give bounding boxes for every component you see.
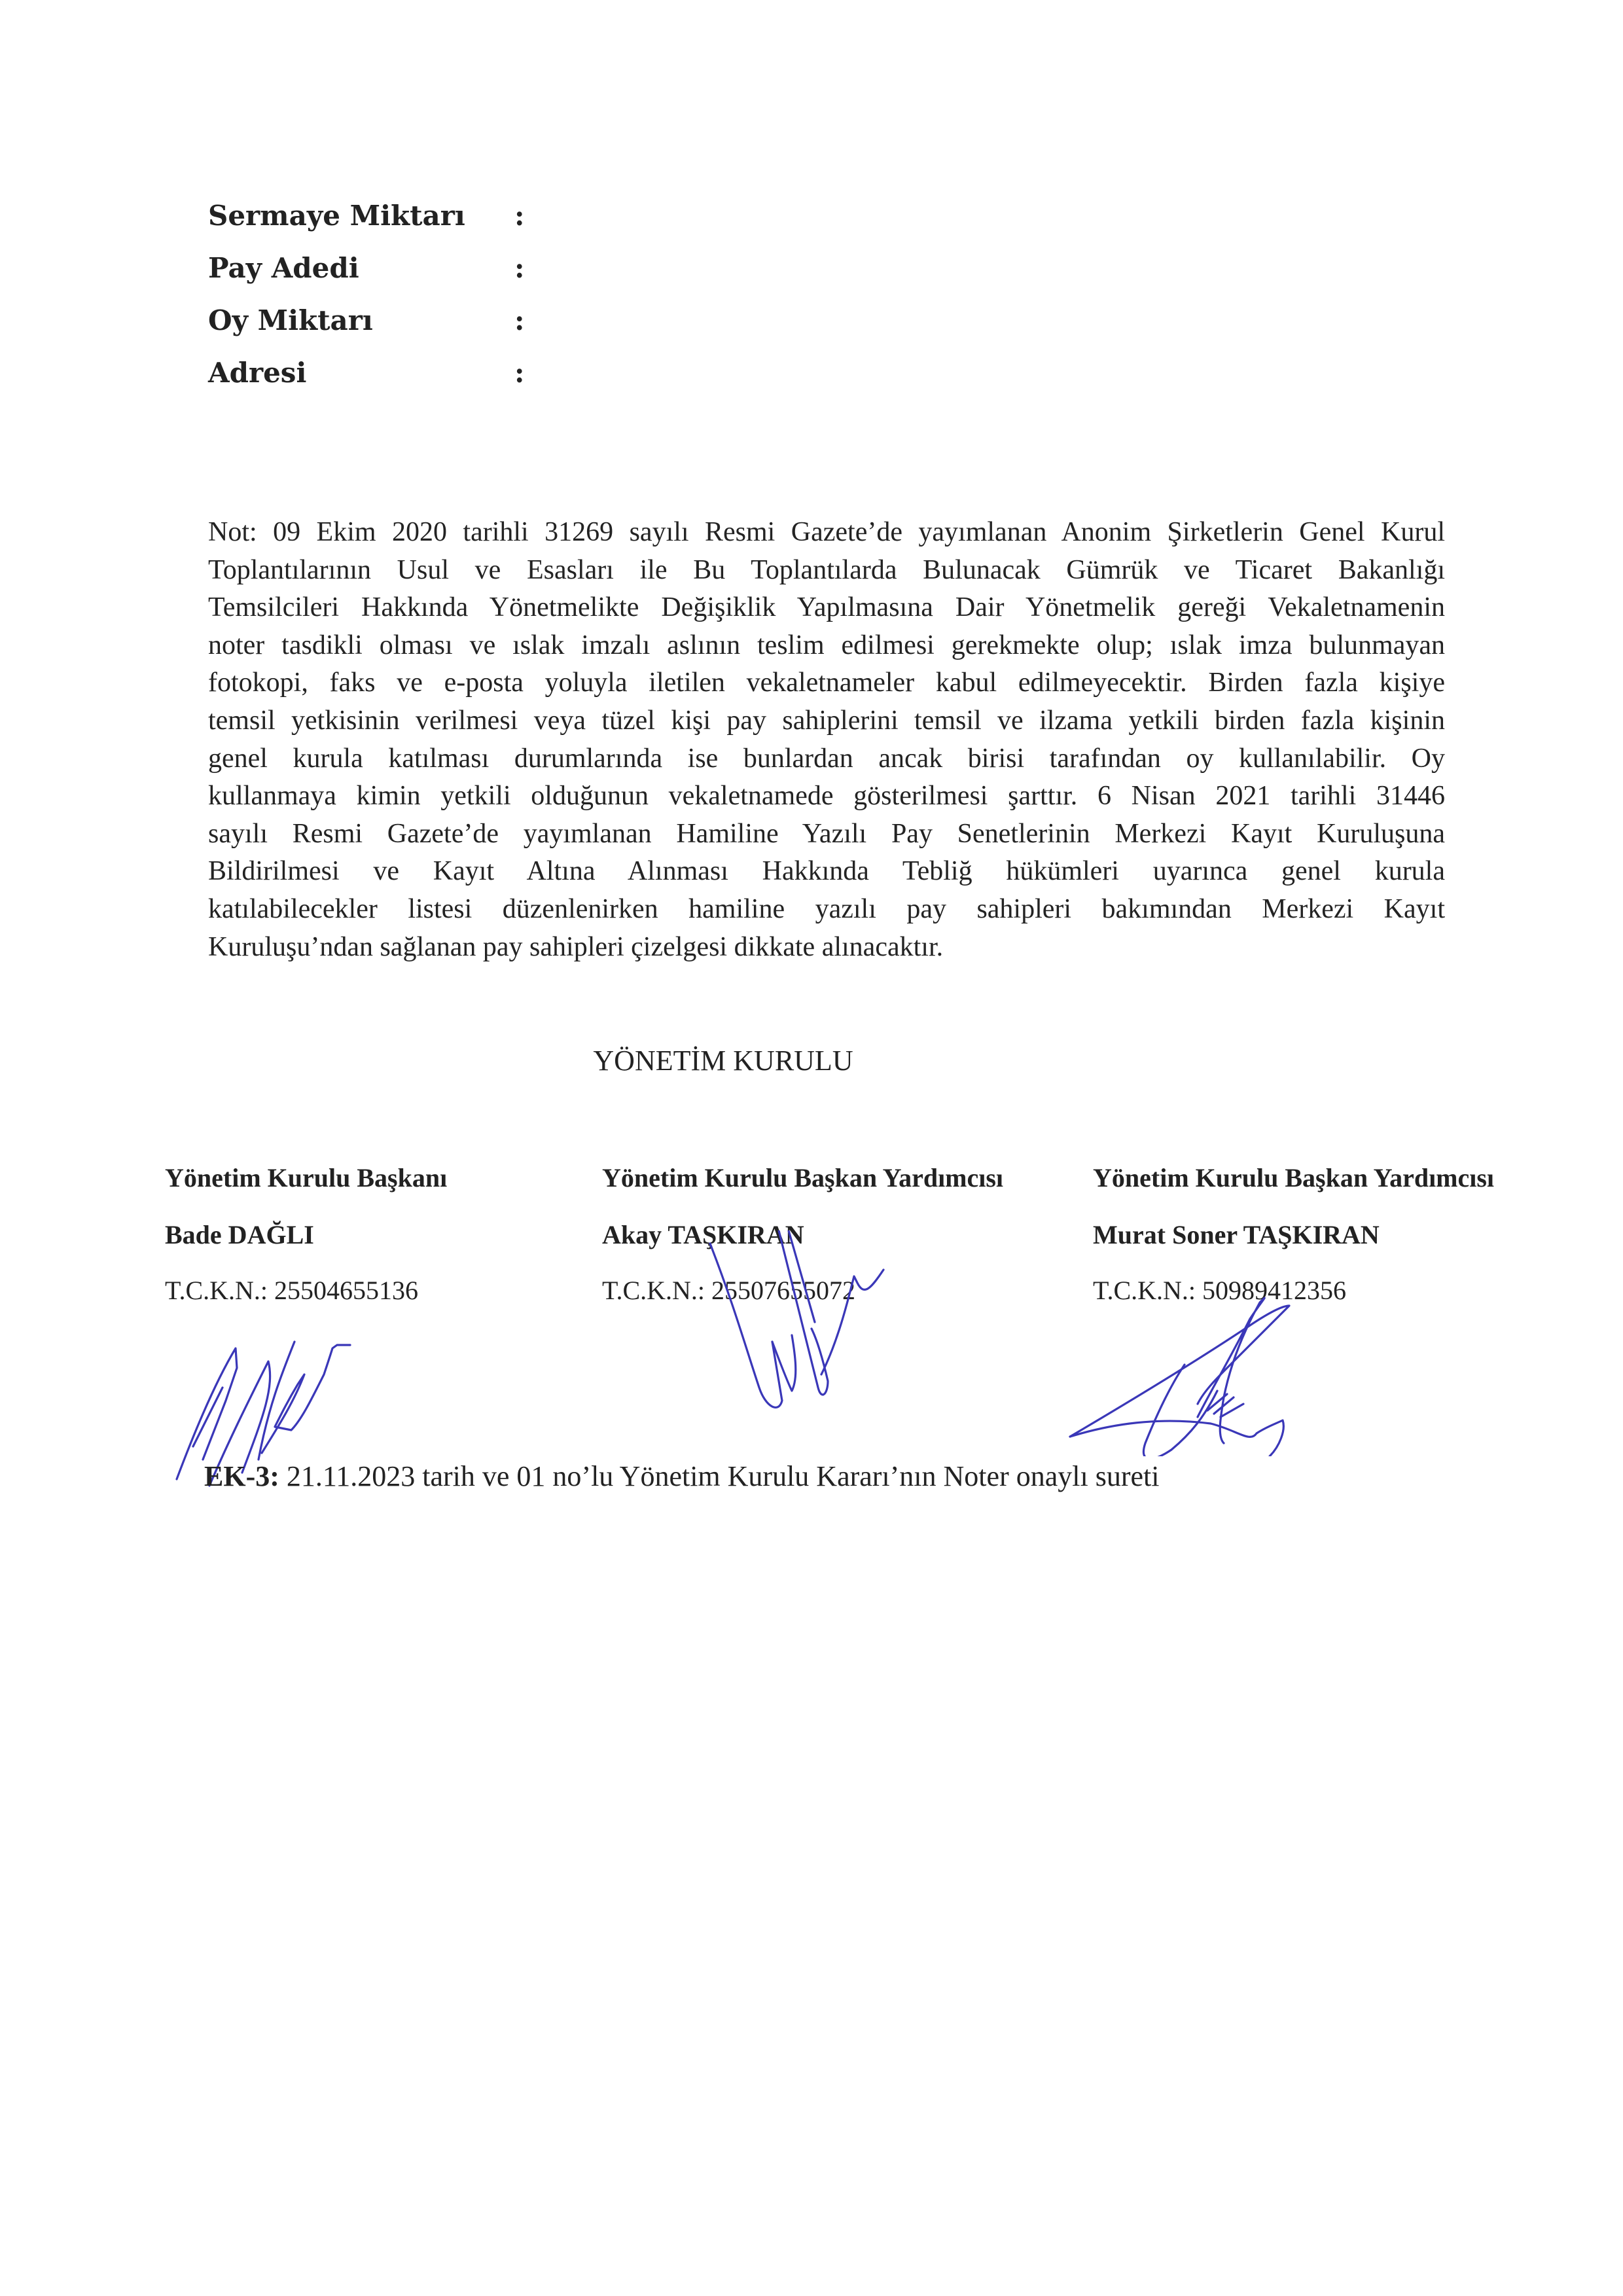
note-line: genel kurula katılması durumlarında ise bunlardan ancak birisi tarafından oy kullanılabilir. Oy [208, 743, 1445, 774]
board-heading: YÖNETİM KURULU [593, 1045, 853, 1077]
id-label: T.C.K.N.: [602, 1276, 705, 1305]
signatory-name: Akay TAŞKIRAN [602, 1220, 804, 1249]
address-separator: : [514, 357, 525, 389]
note-line: temsil yetkisinin verilmesi veya tüzel kişi pay sahiplerini temsil ve ilzama yetkili birden fazla kişinin [208, 705, 1445, 736]
id-number: 25504655136 [274, 1276, 419, 1305]
capital-amount-label: Sermaye Miktarı [208, 200, 465, 232]
signatory-title: Yönetim Kurulu Başkanı [165, 1163, 448, 1193]
signature-vice-chairman-2-icon [1060, 1293, 1309, 1456]
share-count-separator: : [514, 252, 525, 284]
id-number: 50989412356 [1202, 1276, 1347, 1305]
note-line: Kuruluşu’ndan sağlanan pay sahipleri çizelgesi dikkate alınacaktır. [208, 931, 944, 962]
note-line: Not: 09 Ekim 2020 tarihli 31269 sayılı Resmi Gazete’de yayımlanan Anonim Şirketlerin Genel Kurul [208, 517, 1445, 547]
note-line: Temsilcileri Hakkında Yönetmelikte Değişiklik Yapılmasına Dair Yönetmelik gereği Vekaletnamenin [208, 592, 1445, 623]
note-line: noter tasdikli olması ve ıslak imzalı aslının teslim edilmesi gerekmekte olup; ıslak imza bulunmayan [208, 630, 1445, 660]
id-label: T.C.K.N.: [1093, 1276, 1196, 1305]
share-count-label: Pay Adedi [208, 252, 359, 284]
vote-amount-label: Oy Miktarı [208, 304, 373, 336]
note-line: kullanmaya kimin yetkili olduğunun vekaletnamede gösterilmesi şarttır. 6 Nisan 2021 tarihli 31446 [208, 781, 1445, 812]
address-label: Adresi [208, 357, 307, 389]
annex-reference [204, 1460, 1159, 1493]
id-label: T.C.K.N.: [165, 1276, 268, 1305]
id-number: 25507655072 [711, 1276, 856, 1305]
info-row-vote-amount [208, 301, 601, 340]
note-line: Bildirilmesi ve Kayıt Altına Alınması Hakkında Tebliğ hükümleri uyarınca genel kurula [208, 856, 1445, 887]
signatory-name: Bade DAĞLI [165, 1220, 314, 1249]
annex-label: EK-3: [204, 1460, 279, 1492]
note-line: sayılı Resmi Gazete’de yayımlanan Hamiline Yazılı Pay Senetlerinin Merkezi Kayıt Kuruluşuna [208, 818, 1445, 849]
note-line: katılabilecekler listesi düzenlenirken hamiline yazılı pay sahipleri bakımından Merkezi Kayıt [208, 893, 1445, 924]
capital-amount-separator: : [514, 200, 525, 232]
annex-text: 21.11.2023 tarih ve 01 no’lu Yönetim Kurulu Kararı’nın Noter onaylı sureti [279, 1460, 1160, 1492]
info-row-capital [208, 196, 601, 236]
info-row-address [208, 353, 601, 393]
note-line: fotokopi, faks ve e-posta yoluyla iletilen vekaletnameler kabul edilmeyecektir. Birden fazla kişiye [208, 668, 1445, 698]
signatory-title: Yönetim Kurulu Başkan Yardımcısı [1093, 1163, 1495, 1193]
signature-vice-chairman-1-icon [707, 1230, 929, 1446]
signatory-vice-chairman-2 [1093, 1158, 1564, 1310]
signatory-title: Yönetim Kurulu Başkan Yardımcısı [602, 1163, 1004, 1193]
signatory-name: Murat Soner TAŞKIRAN [1093, 1220, 1380, 1249]
legal-note-paragraph [208, 514, 1445, 966]
note-line: Toplantılarının Usul ve Esasları ile Bu Toplantılarda Bulunacak Gümrük ve Ticaret Bakanlığı [208, 554, 1445, 585]
info-row-share-count [208, 249, 601, 288]
vote-amount-separator: : [514, 304, 525, 336]
signatory-chairman [165, 1158, 636, 1310]
